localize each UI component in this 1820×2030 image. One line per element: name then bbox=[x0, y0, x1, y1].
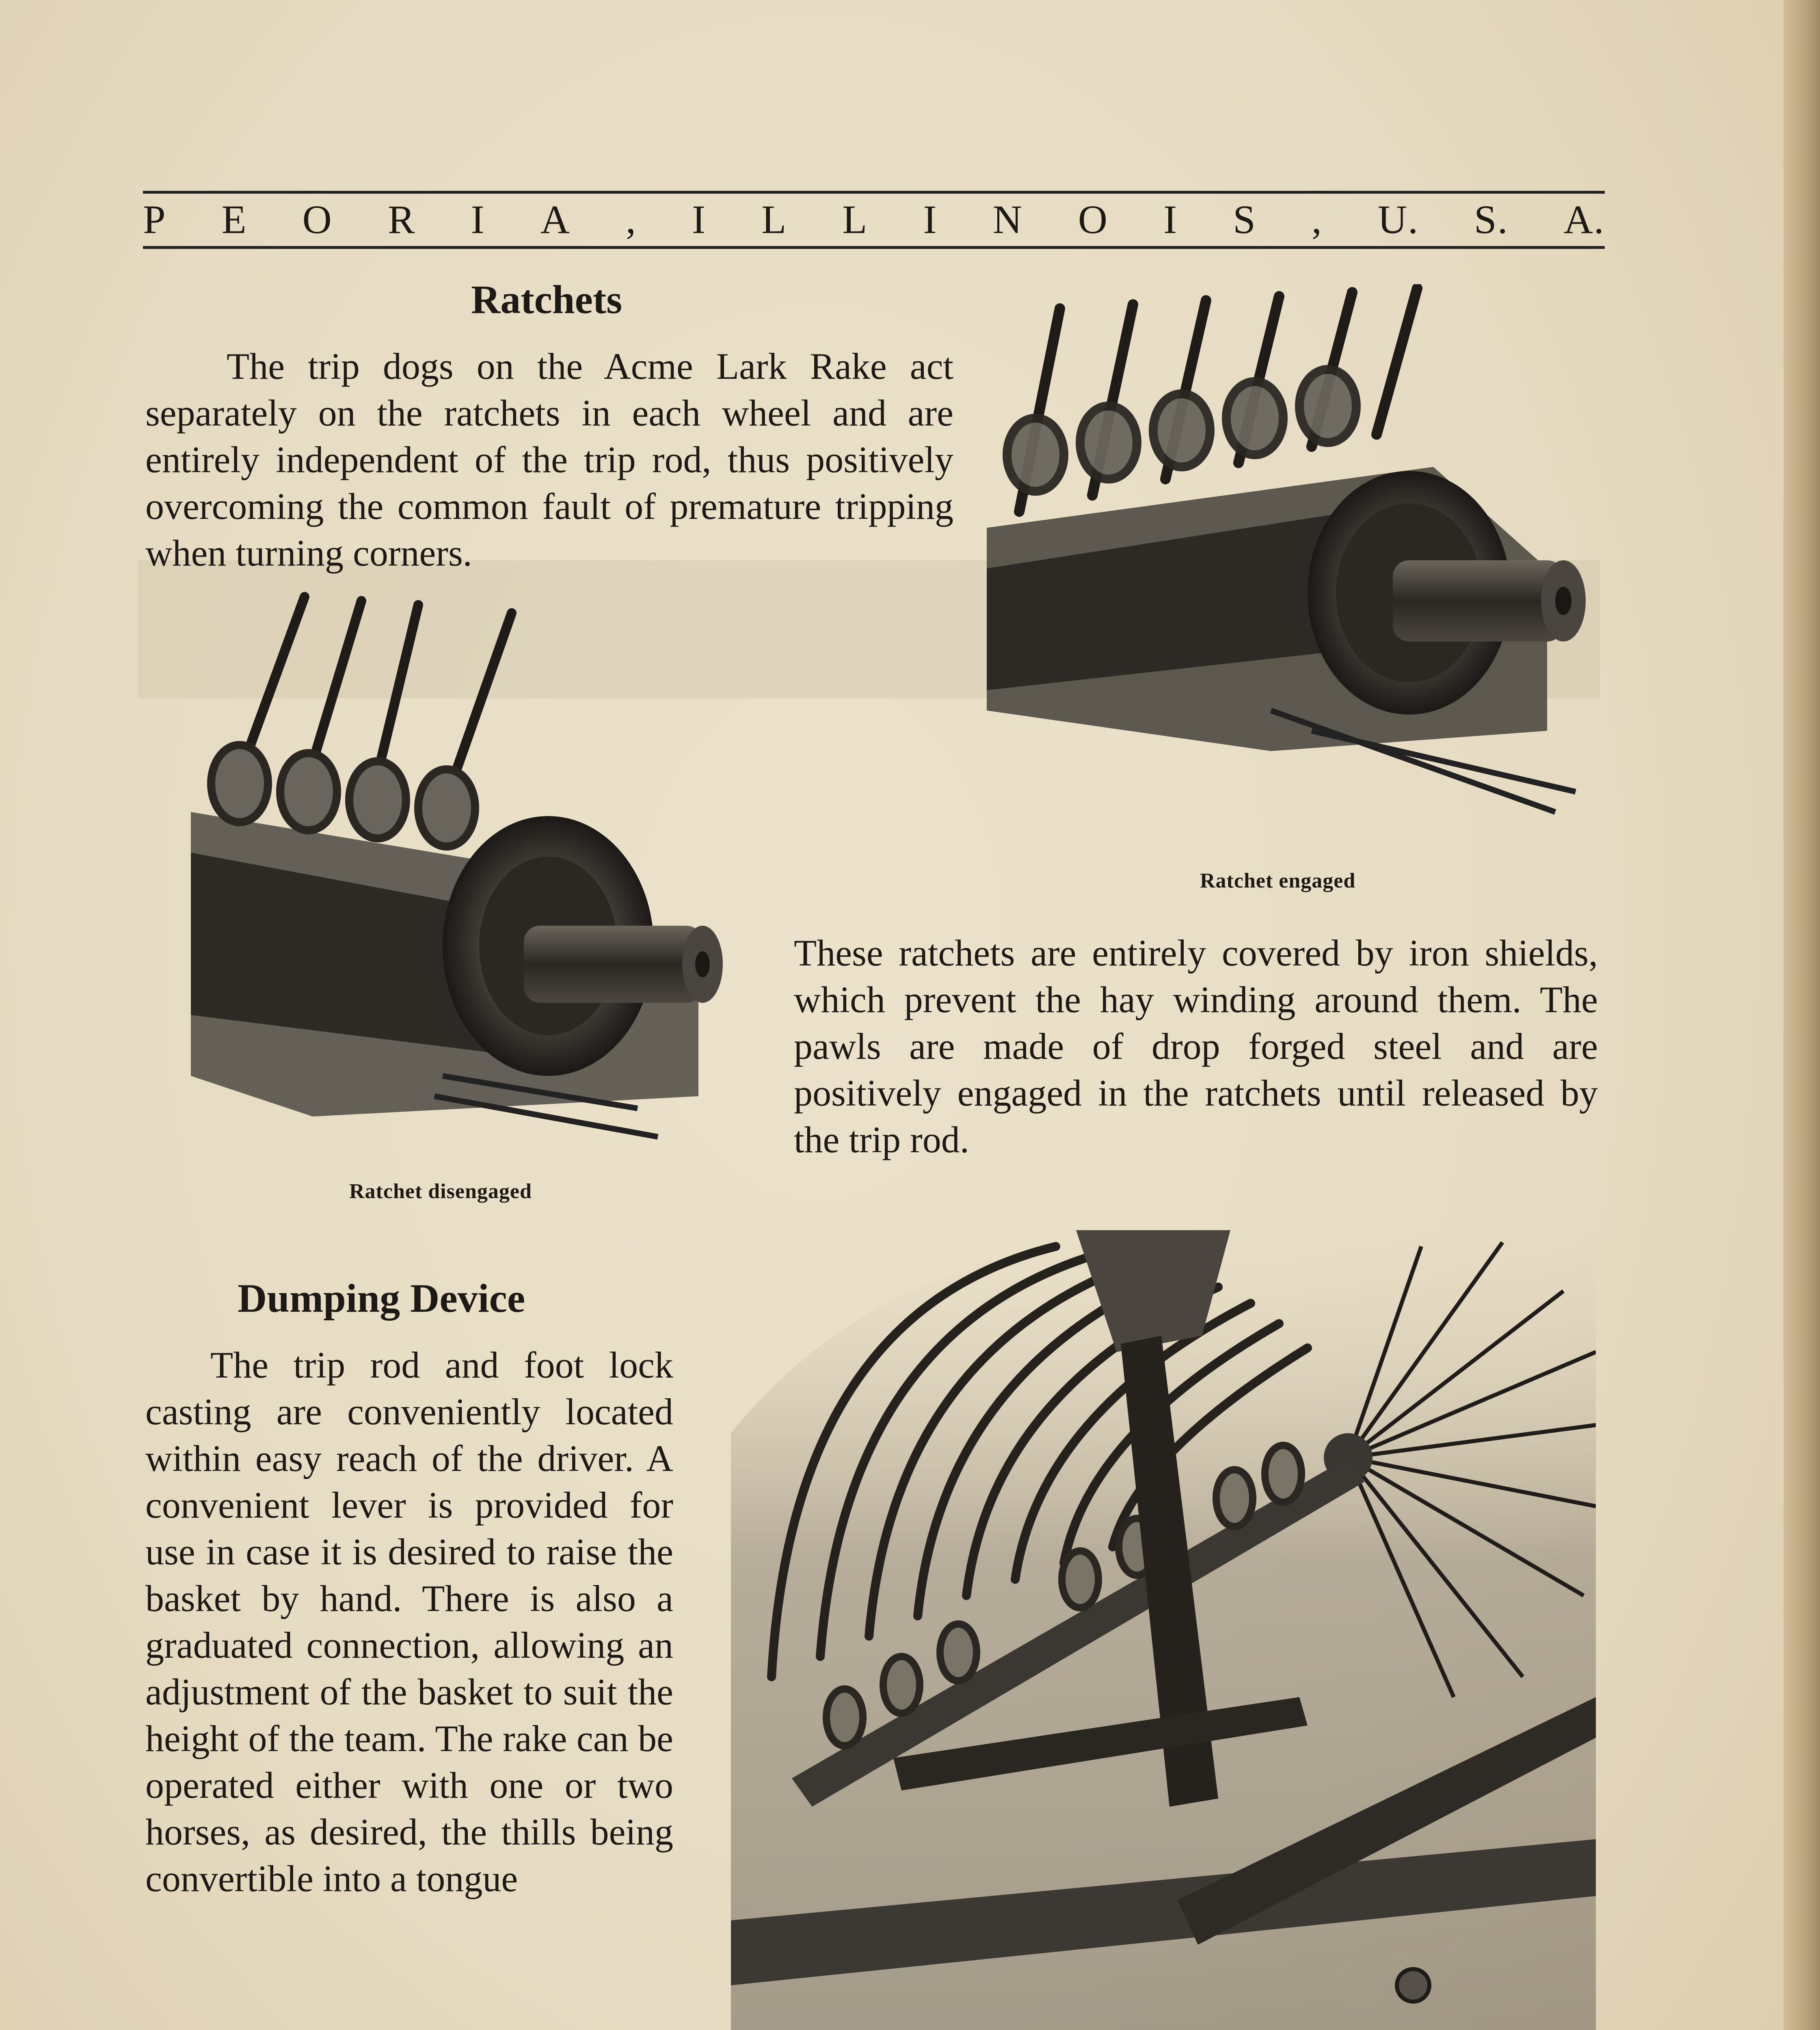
header-letter: S bbox=[1233, 197, 1256, 242]
running-header bbox=[143, 195, 1605, 244]
header-letter: I bbox=[923, 197, 938, 242]
header-letter: I bbox=[1163, 197, 1178, 242]
ratchet-disengaged-photo bbox=[191, 589, 759, 1157]
caption-ratchet-engaged: Ratchet engaged bbox=[1200, 869, 1356, 892]
header-letter: A. bbox=[1563, 197, 1605, 242]
dumping-device-photo bbox=[731, 1230, 1596, 2030]
header-letter: , bbox=[1311, 197, 1323, 242]
header-letter: , bbox=[625, 197, 637, 242]
header-rule-bottom bbox=[143, 246, 1605, 249]
header-letter: L bbox=[761, 197, 787, 242]
ratchet-engaged-illustration bbox=[987, 284, 1596, 853]
header-letter: U. bbox=[1377, 197, 1419, 242]
ratchet-engaged-photo bbox=[987, 284, 1596, 853]
header-letter: O bbox=[302, 197, 333, 242]
header-letter: R bbox=[387, 197, 416, 242]
header-letter: O bbox=[1078, 197, 1109, 242]
page-edge bbox=[1783, 0, 1820, 2030]
ratchet-disengaged-illustration bbox=[191, 589, 759, 1157]
dumping-device-heading: Dumping Device bbox=[238, 1276, 525, 1321]
dumping-device-paragraph: The trip rod and foot lock casting are conveniently located within easy reach of the driver. A convenient lever is provided for use in case it is desired to raise the basket by hand. There is also a graduated connection, allowing an adjustment of the basket to suit the height of the team. The rake can be operated either with one or two horses, as desired, the thills being convertible into a tongue bbox=[145, 1344, 673, 1899]
header-letter: I bbox=[471, 197, 485, 242]
header-letter: A bbox=[540, 197, 571, 242]
header-letter: E bbox=[221, 197, 247, 242]
header-letter: L bbox=[842, 197, 868, 242]
ratchets-heading: Ratchets bbox=[471, 277, 623, 322]
caption-ratchet-disengaged: Ratchet disengaged bbox=[349, 1180, 532, 1203]
ratchets-paragraph: The trip dogs on the Acme Lark Rake act separately on the ratchets in each wheel and are entirely independent of the trip rod, thus positively overcoming the common fault of premature tripping when turning corners. bbox=[145, 346, 953, 574]
ratchets-paragraph-2: These ratchets are entirely covered by iron shields, which prevent the hay winding around them. The pawls are made of drop forged steel and are positively engaged in the ratchets until released by the trip rod. bbox=[794, 932, 1598, 1160]
header-letter: P bbox=[143, 197, 166, 242]
header-rule-top bbox=[143, 191, 1605, 194]
header-letter: N bbox=[992, 197, 1023, 242]
header-letter: S. bbox=[1474, 197, 1509, 242]
header-letter: I bbox=[692, 197, 707, 242]
rake-basket-illustration bbox=[731, 1230, 1596, 2030]
